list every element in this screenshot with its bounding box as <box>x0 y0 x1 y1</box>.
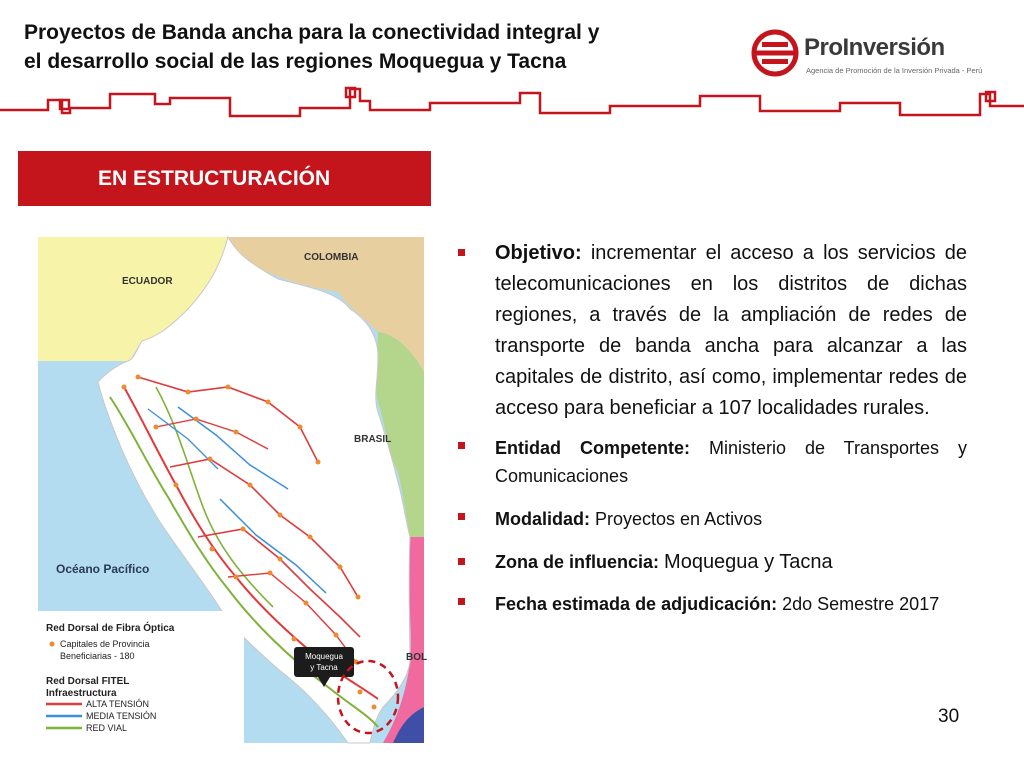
legend-label-media: MEDIA TENSIÓN <box>86 711 157 721</box>
list-item <box>456 434 967 490</box>
legend-title-infraestructura: Infraestructura <box>46 688 117 699</box>
bullet-square-icon <box>458 598 465 605</box>
legend-label-alta: ALTA TENSIÓN <box>86 699 150 709</box>
proinversion-emblem-icon <box>752 30 798 76</box>
list-item <box>456 505 967 533</box>
bullet-label: Entidad Competente: <box>495 438 690 458</box>
bullet-value: Ministerio de Transportes y Comunicaciones <box>495 438 967 486</box>
bullet-label: Zona de influencia: <box>495 552 660 572</box>
legend-capitals-line-1: Capitales de Provincia <box>60 639 150 649</box>
bullet-value: 2do Semestre 2017 <box>782 594 940 614</box>
map-callout-line-2: y Tacna <box>310 663 338 672</box>
legend-label-vial: RED VIAL <box>86 723 128 733</box>
bullet-square-icon <box>458 442 465 449</box>
list-item <box>456 238 967 424</box>
title-line-2: el desarrollo social de las regiones Moquegua y Tacna <box>24 50 567 73</box>
map-callout-line-1: Moquegua <box>305 652 343 661</box>
logo-tagline: Agencia de Promoción de la Inversión Privada - Perú <box>806 66 983 75</box>
legend-capital-marker <box>50 642 55 647</box>
bullet-square-icon <box>458 558 465 565</box>
list-item <box>456 548 967 576</box>
bullet-label: Modalidad: <box>495 509 590 529</box>
map-label-ocean: Océano Pacífico <box>56 562 150 576</box>
title-line-1: Proyectos de Banda ancha para la conectividad integral y <box>24 21 600 44</box>
bullet-square-icon <box>458 513 465 520</box>
peru-network-map <box>38 237 428 743</box>
legend-title-fibra: Red Dorsal de Fibra Óptica <box>46 623 175 634</box>
map-label-ecuador: ECUADOR <box>122 276 173 287</box>
header-divider-line <box>0 80 1024 125</box>
bullet-value: Moquegua y Tacna <box>664 551 833 573</box>
map-label-colombia: COLOMBIA <box>304 252 359 263</box>
bullet-label: Fecha estimada de adjudicación: <box>495 594 778 614</box>
project-details-list <box>456 238 967 618</box>
map-label-brasil: BRASIL <box>354 434 392 445</box>
logo-name: ProInversión <box>804 34 945 61</box>
legend-capitals-line-2: Beneficiarias - 180 <box>60 651 135 661</box>
map-label-bolivia: BOL <box>406 652 428 663</box>
proinversion-logo <box>752 30 983 78</box>
list-item <box>456 590 967 618</box>
bullet-square-icon <box>458 249 465 256</box>
bullet-value: incrementar el acceso a los servicios de telecomunicaciones en los distritos de dichas regiones, a través de la ampliación de redes de transporte de banda ancha para alcanzar a las capitales de distrito, así como, implementar redes de acceso para beneficiar a 107 localidades rurales. <box>495 242 967 419</box>
bullet-value: Proyectos en Activos <box>595 509 763 529</box>
bullet-label: Objetivo: <box>495 242 582 264</box>
slide-title <box>24 18 664 76</box>
page-number: 30 <box>938 706 960 727</box>
legend-title-fitel: Red Dorsal FITEL <box>46 676 130 687</box>
status-banner: EN ESTRUCTURACIÓN <box>18 151 431 206</box>
